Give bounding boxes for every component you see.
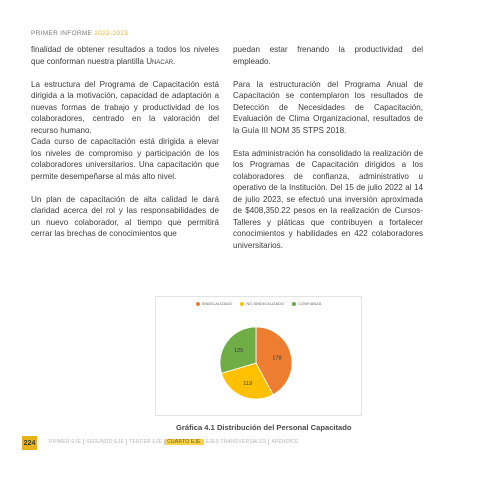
- nav-item-3[interactable]: CUARTO EJE: [165, 439, 204, 445]
- pie-data-label: 119: [243, 380, 253, 387]
- chart-legend: [156, 301, 361, 306]
- nav-item-2[interactable]: TERCER EJE: [127, 439, 165, 445]
- pie-data-label: 178: [272, 355, 282, 362]
- chart-caption: Gráfica 4.1 Distribución del Personal Capacitado: [176, 423, 352, 432]
- right-column: [233, 44, 423, 263]
- legend-swatch: [240, 302, 244, 306]
- right-paragraph-2: Para la estructuración del Programa Anual de Capacitación se contemplaron los resultados de Detección de Necesidades de Capacitación, Evaluación de Clima Organizacional, resultados de la Guía III NOM 35 STPS 2018.: [233, 79, 423, 135]
- institution-name: Unacar.: [146, 56, 176, 66]
- left-paragraph-2: La estructura del Programa de Capacitación está dirigida a la motivación, capacidad de adaptación a nuevas formas de trabajo y productividad de los colaboradores, centrado en la valoración del recurso humano.: [31, 79, 219, 135]
- left-paragraph-1: finalidad de obtener resultados a todos los niveles que conforman nuestra plantilla Unacar.: [31, 45, 219, 66]
- section-nav: [47, 439, 301, 445]
- nav-item-4[interactable]: EJES TRANSVERSALES: [204, 439, 270, 445]
- legend-item: [292, 301, 321, 306]
- nav-item-1[interactable]: SEGUNDO EJE: [84, 439, 127, 445]
- running-header: [31, 30, 128, 37]
- pie-data-label: 125: [234, 348, 244, 355]
- nav-item-0[interactable]: PRIMER EJE: [47, 439, 84, 445]
- right-paragraph-3: Esta administración ha consolidado la realización de los Programas de Capacitación dirigidos a los colaboradores de confianza, administrativo u operativo de la Institución. Del 15 de julio 2022 al 14 de julio 2023, se efectuó una inversión aproximada de $408,350.22 pesos en la realización de Cursos-Talleres y pláticas que contribuyen a fortalecer conocimientos y habilidades en 422 colaboradores universitarios.: [233, 148, 423, 250]
- legend-item: [240, 301, 284, 306]
- pie-svg: [184, 313, 334, 409]
- legend-label: CONFIANZA: [298, 301, 322, 306]
- right-paragraph-1: puedan estar frenando la productividad del empleado.: [233, 45, 423, 66]
- header-year: 2022-2023: [94, 30, 129, 37]
- legend-swatch: [292, 302, 296, 306]
- left-paragraph-4: Un plan de capacitación de alta calidad le dará claridad acerca del rol y las responsabilidades de un nuevo colaborador, al tiempo que permitirá cerrar las brechas de conocimientos que: [31, 194, 219, 238]
- left-paragraph-3: Cada curso de capacitación está dirigida a elevar los niveles de compromiso y participación de los colaboradores universitarios. Una capacitación que permite desempeñarse al más alto nivel.: [31, 137, 219, 181]
- legend-swatch: [196, 302, 200, 306]
- pie-chart: [155, 296, 362, 416]
- left-column: [31, 44, 219, 251]
- page-number: 224: [22, 436, 37, 450]
- legend-label: NO SINDICALIZADO: [246, 301, 285, 306]
- header-prefix: PRIMER INFORME: [31, 30, 95, 37]
- legend-item: [196, 301, 233, 306]
- legend-label: SINDICALIZADO: [201, 301, 233, 306]
- nav-item-5[interactable]: APÉNDICE: [271, 439, 299, 445]
